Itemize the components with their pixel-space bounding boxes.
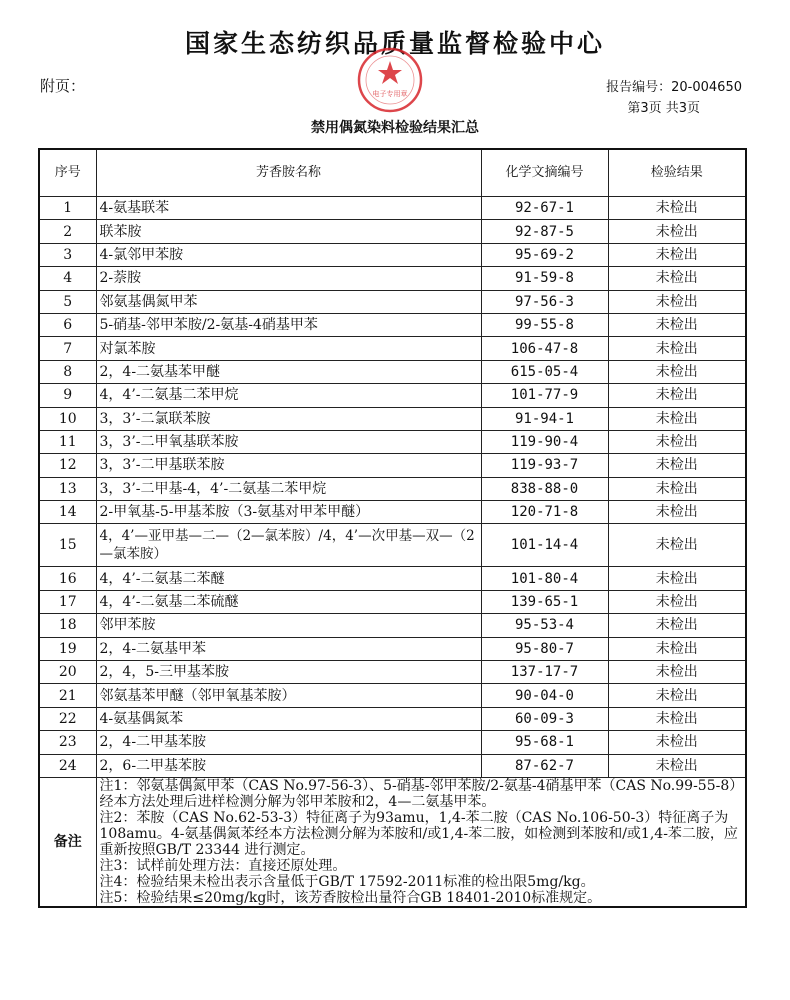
row-seq: 10 [39,407,96,430]
row-result: 未检出 [608,614,746,637]
row-result: 未检出 [608,407,746,430]
row-seq: 19 [39,637,96,660]
row-cas-number: 119-93-7 [481,454,608,477]
table-row [39,430,746,453]
row-cas-number: 615-05-4 [481,360,608,383]
row-cas-number: 95-68-1 [481,731,608,754]
row-seq: 20 [39,661,96,684]
seal-text: 电子专用章 [372,90,408,98]
row-amine-name: 邻甲苯胺 [96,614,481,637]
row-amine-name: 邻氨基苯甲醚（邻甲氧基苯胺） [96,684,481,707]
remark-note-1: 注1：邻氨基偶氮甲苯（CAS No.97-56-3）、5-硝基-邻甲苯胺/2-氨基-4硝基甲苯（CAS No.99-55-8）经本方法处理后进样检测分解为邻甲苯胺和2，4—二氨基甲苯。 [99,777,737,810]
row-cas-number: 92-67-1 [481,197,608,220]
row-cas-number: 92-87-5 [481,220,608,243]
remarks-label: 备注 [39,777,96,907]
row-seq: 7 [39,337,96,360]
row-seq: 13 [39,477,96,500]
row-cas-number: 137-17-7 [481,661,608,684]
row-cas-number: 101-77-9 [481,384,608,407]
row-seq: 24 [39,754,96,777]
row-result: 未检出 [608,454,746,477]
row-result: 未检出 [608,430,746,453]
row-amine-name: 3，3’-二甲氧基联苯胺 [96,430,481,453]
row-seq: 11 [39,430,96,453]
row-result: 未检出 [608,384,746,407]
row-cas-number: 91-94-1 [481,407,608,430]
row-result: 未检出 [608,290,746,313]
row-amine-name: 对氯苯胺 [96,337,481,360]
row-cas-number: 95-69-2 [481,243,608,266]
row-result: 未检出 [608,590,746,613]
row-seq: 15 [39,524,96,567]
table-row [39,501,746,524]
row-cas-number: 139-65-1 [481,590,608,613]
row-amine-name: 4，4’—亚甲基—二—（2—氯苯胺）/4，4’—次甲基—双—（2—氯苯胺） [96,524,481,567]
table-row [39,197,746,220]
row-cas-number: 95-80-7 [481,637,608,660]
row-amine-name: 3，3’-二氯联苯胺 [96,407,481,430]
row-result: 未检出 [608,360,746,383]
remark-note-4: 注4：检验结果未检出表示含量低于GB/T 17592-2011标准的检出限5mg/kg。 [99,873,595,890]
table-row [39,590,746,613]
row-amine-name: 4-氨基偶氮苯 [96,707,481,730]
table-row [39,731,746,754]
header-result: 检验结果 [608,149,746,197]
table-body [39,197,746,778]
row-amine-name: 3，3’-二甲基联苯胺 [96,454,481,477]
table-row [39,661,746,684]
row-cas-number: 97-56-3 [481,290,608,313]
row-cas-number: 91-59-8 [481,267,608,290]
row-amine-name: 2-甲氧基-5-甲基苯胺（3-氨基对甲苯甲醚） [96,501,481,524]
remark-note-5: 注5：检验结果≤20mg/kg时，该芳香胺检出量符合GB 18401-2010标准规定。 [99,889,602,906]
row-seq: 12 [39,454,96,477]
remarks-row [39,777,746,907]
row-cas-number: 838-88-0 [481,477,608,500]
row-amine-name: 4，4’-二氨基二苯醚 [96,567,481,590]
table-header-row [39,149,746,197]
row-amine-name: 邻氨基偶氮甲苯 [96,290,481,313]
table-row [39,384,746,407]
row-amine-name: 2，4，5-三甲基苯胺 [96,661,481,684]
row-cas-number: 101-80-4 [481,567,608,590]
row-amine-name: 4-氯邻甲苯胺 [96,243,481,266]
row-seq: 4 [39,267,96,290]
row-cas-number: 106-47-8 [481,337,608,360]
row-amine-name: 4-氨基联苯 [96,197,481,220]
page-indicator: 第3页 共3页 [627,101,700,116]
row-seq: 21 [39,684,96,707]
row-amine-name: 3，3’-二甲基-4，4’-二氨基二苯甲烷 [96,477,481,500]
table-row [39,360,746,383]
row-seq: 5 [39,290,96,313]
table-row [39,313,746,336]
row-amine-name: 2，4-二氨基苯甲醚 [96,360,481,383]
table-row [39,454,746,477]
row-amine-name: 2-萘胺 [96,267,481,290]
row-seq: 22 [39,707,96,730]
header-amine-name: 芳香胺名称 [96,149,481,197]
results-table [38,148,747,908]
document-title: 国家生态纺织品质量监督检验中心 [184,29,605,58]
remark-note-3: 注3：试样前处理方法：直接还原处理。 [99,857,347,874]
row-amine-name: 5-硝基-邻甲苯胺/2-氨基-4硝基甲苯 [96,313,481,336]
table-row [39,267,746,290]
table-row [39,220,746,243]
row-result: 未检出 [608,567,746,590]
table-row [39,614,746,637]
row-result: 未检出 [608,197,746,220]
row-cas-number: 60-09-3 [481,707,608,730]
row-result: 未检出 [608,501,746,524]
row-seq: 16 [39,567,96,590]
row-amine-name: 联苯胺 [96,220,481,243]
row-cas-number: 95-53-4 [481,614,608,637]
row-cas-number: 101-14-4 [481,524,608,567]
row-amine-name: 4，4’-二氨基二苯硫醚 [96,590,481,613]
table-row [39,567,746,590]
row-seq: 17 [39,590,96,613]
row-amine-name: 2，4-二甲基苯胺 [96,731,481,754]
header-cas-number: 化学文摘编号 [481,149,608,197]
table-row [39,684,746,707]
table-caption: 禁用偶氮染料检验结果汇总 [311,120,479,136]
row-seq: 9 [39,384,96,407]
report-number: 报告编号：20-004650 [606,80,742,95]
remark-note-2: 注2：苯胺（CAS No.62-53-3）特征离子为93amu，1,4-苯二胺（CAS No.106-50-3）特征离子为108amu。4-氨基偶氮苯经本方法检测分解为苯胺和/或1,4-苯二胺，如检测到苯胺和/或1,4-苯二胺，应重新按照GB/T 23344 进行测定。 [99,809,738,858]
row-result: 未检出 [608,731,746,754]
table-row [39,243,746,266]
appendix-label: 附页： [40,77,86,95]
row-seq: 23 [39,731,96,754]
row-seq: 8 [39,360,96,383]
table-row [39,337,746,360]
table-row [39,754,746,777]
row-result: 未检出 [608,684,746,707]
row-seq: 6 [39,313,96,336]
row-amine-name: 4，4’-二氨基二苯甲烷 [96,384,481,407]
row-seq: 14 [39,501,96,524]
row-result: 未检出 [608,754,746,777]
row-result: 未检出 [608,313,746,336]
row-result: 未检出 [608,337,746,360]
row-seq: 1 [39,197,96,220]
table-row [39,637,746,660]
row-result: 未检出 [608,524,746,567]
row-cas-number: 99-55-8 [481,313,608,336]
table-row [39,407,746,430]
row-result: 未检出 [608,243,746,266]
row-result: 未检出 [608,637,746,660]
row-amine-name: 2，4-二氨基甲苯 [96,637,481,660]
row-seq: 18 [39,614,96,637]
table-row [39,477,746,500]
row-seq: 2 [39,220,96,243]
table-row [39,707,746,730]
row-cas-number: 119-90-4 [481,430,608,453]
row-amine-name: 2，6-二甲基苯胺 [96,754,481,777]
row-result: 未检出 [608,707,746,730]
row-result: 未检出 [608,661,746,684]
row-cas-number: 90-04-0 [481,684,608,707]
row-seq: 3 [39,243,96,266]
table-row [39,290,746,313]
official-seal-stamp [356,46,424,114]
row-cas-number: 87-62-7 [481,754,608,777]
header-seq: 序号 [39,149,96,197]
row-result: 未检出 [608,267,746,290]
row-result: 未检出 [608,477,746,500]
remarks-cell [96,777,746,907]
row-result: 未检出 [608,220,746,243]
row-cas-number: 120-71-8 [481,501,608,524]
table-row [39,524,746,567]
